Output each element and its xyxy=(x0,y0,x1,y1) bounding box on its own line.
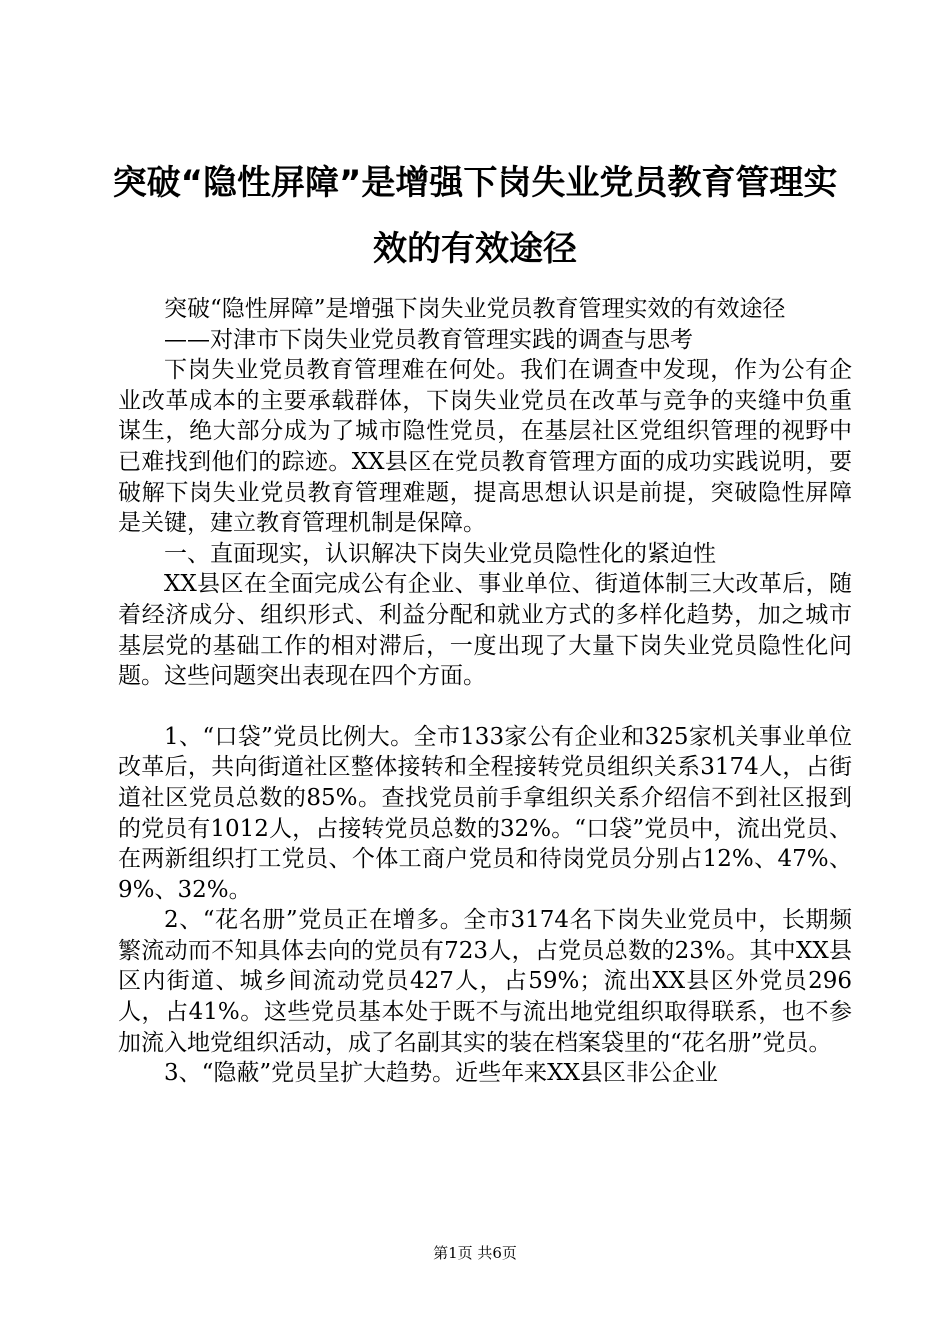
paragraph-section-1: XX县区在全面完成公有企业、事业单位、街道体制三大改革后，随着经济成分、组织形式、利益分配和就业方式的多样化趋势，加之城市基层党的基础工作的相对滞后，一度出现了大量下岗失业党员隐性化问题。这些问题突出表现在四个方面。 xyxy=(118,571,852,690)
paragraph-subtitle-repeat: 突破“隐性屏障”是增强下岗失业党员教育管理实效的有效途径 xyxy=(164,296,786,322)
paragraph-point-2: 2、“花名册”党员正在增多。全市3174名下岗失业党员中，长期频繁流动而不知具体去向的党员有723人，占党员总数的23%。其中XX县区内街道、城乡间流动党员427人，占59%；流出XX县区外党员296人，占41%。这些党员基本处于既不与流出地党组织取得联系，也不参加流入地党组织活动，成了名副其实的装在档案袋里的“花名册”党员。 xyxy=(118,907,852,1056)
page-footer: 第1页 共6页 xyxy=(433,1244,517,1262)
paragraph-point-3: 3、“隐蔽”党员呈扩大趋势。近些年来XX县区非公企业 xyxy=(164,1060,718,1087)
paragraph-subheading: ——对津市下岗失业党员教育管理实践的调查与思考 xyxy=(164,326,693,353)
section-heading-1: 一、直面现实，认识解决下岗失业党员隐性化的紧迫性 xyxy=(164,540,716,567)
document-title: 突破“隐性屏障”是增强下岗失业党员教育管理实效的有效途径 xyxy=(112,163,838,269)
document-body xyxy=(118,294,852,1089)
paragraph-point-1: 1、“口袋”党员比例大。全市133家公有企业和325家机关事业单位改革后，共向街道社区整体接转和全程接转党员组织关系3174人，占街道社区党员总数的85%。查找党员前手拿组织关系介绍信不到社区报到的党员有1012人，占接转党员总数的32%。“口袋”党员中，流出党员、在两新组织打工党员、个体工商户党员和待岗党员分别占12%、47%、9%、32%。 xyxy=(118,723,852,903)
paragraph-intro: 下岗失业党员教育管理难在何处。我们在调查中发现，作为公有企业改革成本的主要承载群体，下岗失业党员在改革与竞争的夹缝中负重谋生，绝大部分成为了城市隐性党员，在基层社区党组织管理的视野中已难找到他们的踪迹。XX县区在党员教育管理方面的成功实践说明，要破解下岗失业党员教育管理难题，提高思想认识是前提，突破隐性屏障是关键，建立教育管理机制是保障。 xyxy=(118,357,852,537)
